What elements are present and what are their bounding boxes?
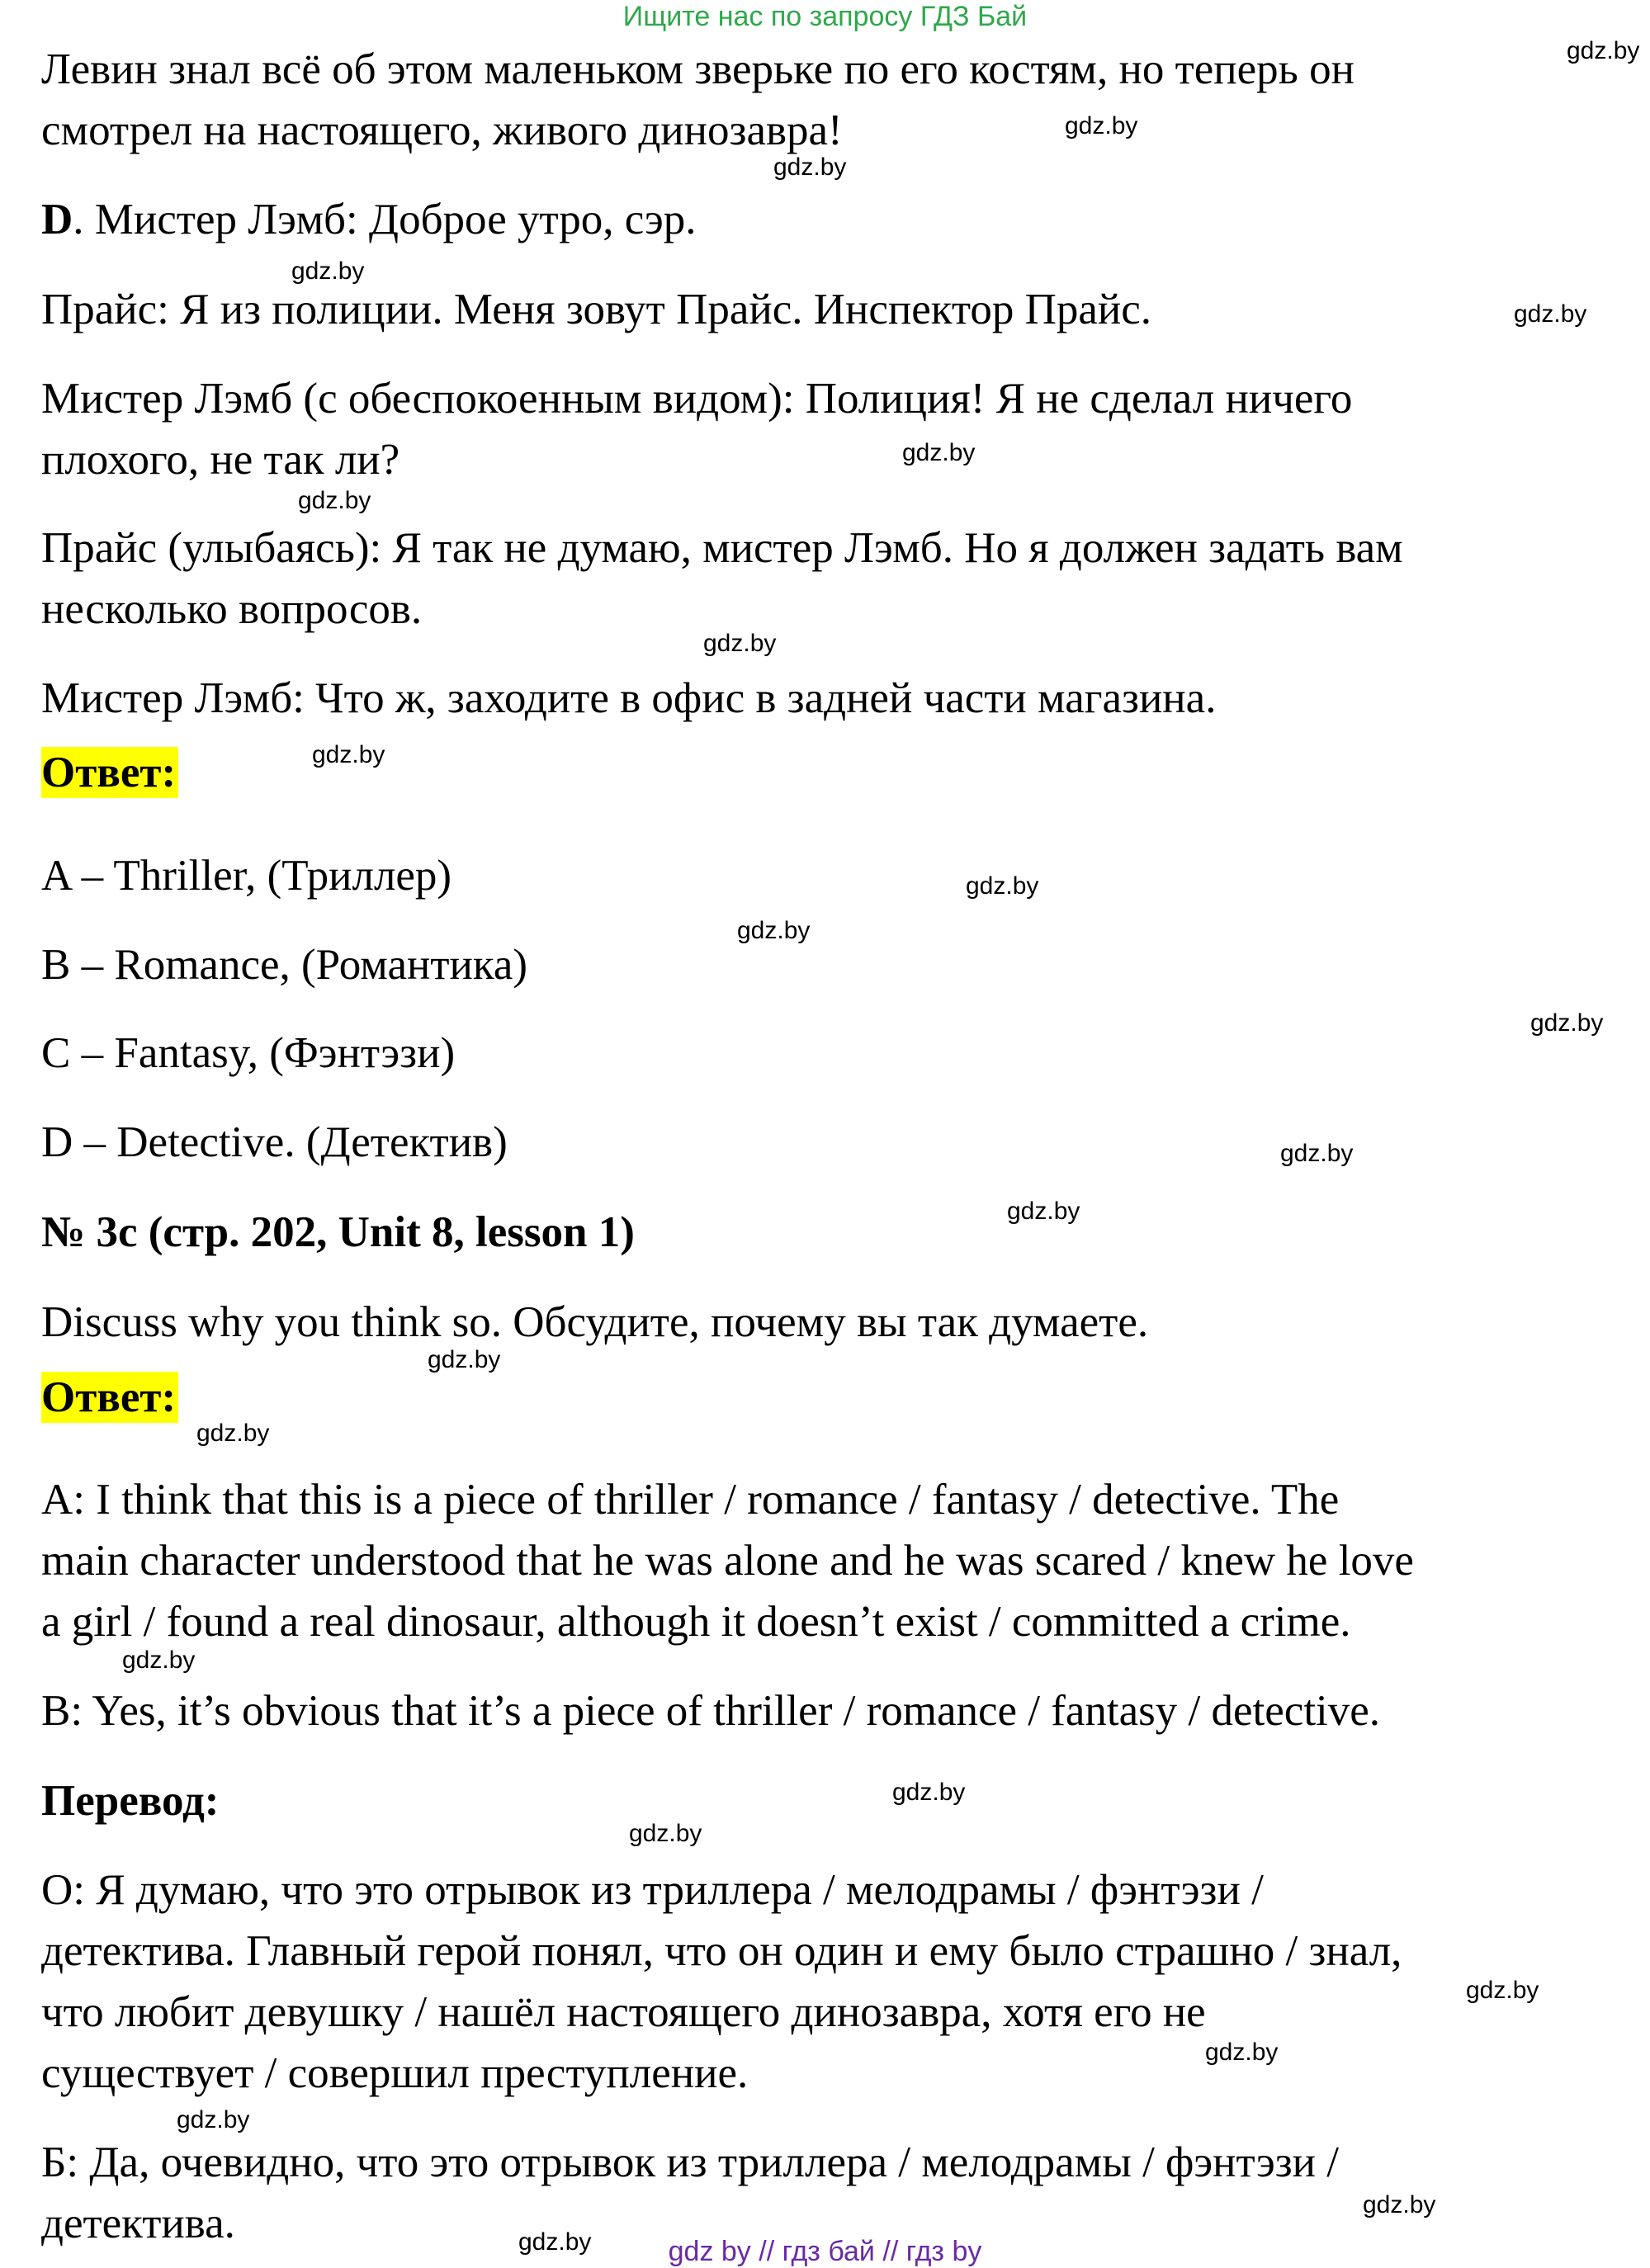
watermark: gdz.by (1514, 300, 1587, 328)
answer-line: main character understood that he was alone and he was scared / knew he love (41, 1537, 1414, 1585)
answer-item: D – Detective. (Детектив) (41, 1118, 508, 1166)
watermark: gdz.by (1363, 2191, 1436, 2218)
watermark: gdz.by (902, 439, 976, 466)
watermark: gdz.by (177, 2106, 250, 2133)
watermark: gdz.by (892, 1779, 966, 1806)
watermark: gdz.by (629, 1820, 702, 1847)
watermark: gdz.by (518, 2228, 592, 2256)
dialogue-text: . Мистер Лэмб: Доброе утро, сэр. (73, 196, 697, 243)
watermark: gdz.by (1065, 112, 1138, 139)
watermark: gdz.by (773, 154, 847, 181)
translation-line: Б: Да, очевидно, что это отрывок из триллера / мелодрамы / фэнтэзи / (41, 2138, 1340, 2186)
dialogue-line-price-1: Прайс: Я из полиции. Меня зовут Прайс. Инспектор Прайс. (41, 286, 1152, 333)
watermark: gdz.by (1205, 2039, 1279, 2066)
watermark: gdz.by (428, 1346, 501, 1373)
watermark: gdz.by (1007, 1198, 1080, 1225)
dialogue-line-lamb-2: плохого, не так ли? (41, 436, 400, 484)
watermark: gdz.by (966, 872, 1039, 900)
answer-item: C – Fantasy, (Фэнтэзи) (41, 1029, 456, 1077)
passage-line: смотрел на настоящего, живого динозавра! (41, 106, 843, 154)
watermark: gdz.by (196, 1420, 270, 1447)
dialogue-line-lamb-2: Мистер Лэмб (с обеспокоенным видом): Полиция! Я не сделал ничего (41, 375, 1353, 423)
translation-line: что любит девушку / нашёл настоящего динозавра, хотя его не (41, 1988, 1206, 2036)
translation-line: существует / совершил преступление. (41, 2049, 749, 2097)
top-banner: Ищите нас по запросу ГДЗ Бай (622, 1, 1028, 32)
answer-heading: Ответ: (41, 1372, 178, 1423)
task-title: № 3с (стр. 202, Unit 8, lesson 1) (41, 1208, 635, 1256)
watermark: gdz.by (703, 630, 777, 657)
answer-item: A – Thriller, (Триллер) (41, 852, 452, 900)
translation-line: детектива. Главный герой понял, что он один и ему было страшно / знал, (41, 1927, 1402, 1975)
dialogue-line-price-2: Прайс (улыбаясь): Я так не думаю, мистер Лэмб. Но я должен задать вам (41, 524, 1403, 572)
answer-line: a girl / found a real dinosaur, although it doesn’t exist / committed a crime. (41, 1598, 1351, 1646)
translation-line: О: Я думаю, что это отрывок из триллера / мелодрамы / фэнтэзи / (41, 1866, 1264, 1914)
answer-item: B – Romance, (Романтика) (41, 941, 528, 989)
watermark: gdz.by (1466, 1977, 1539, 2004)
watermark: gdz.by (1280, 1140, 1354, 1167)
passage-line: Левин знал всё об этом маленьком зверьке по его костям, но теперь он (41, 45, 1355, 93)
translation-heading: Перевод: (41, 1777, 220, 1825)
dialogue-line-price-2: несколько вопросов. (41, 585, 423, 633)
answer-heading: Ответ: (41, 747, 178, 798)
answer-line: B: Yes, it’s obvious that it’s a piece of thriller / romance / fantasy / detective. (41, 1687, 1381, 1735)
watermark: gdz.by (122, 1647, 196, 1674)
watermark: gdz.by (312, 741, 385, 768)
section-label-d: D (41, 196, 73, 243)
dialogue-line-lamb-3: Мистер Лэмб: Что ж, заходите в офис в задней части магазина. (41, 674, 1217, 722)
watermark: gdz.by (298, 487, 371, 514)
dialogue-line-lamb-1 (41, 190, 696, 249)
watermark: gdz.by (1530, 1009, 1604, 1037)
task-instruction: Discuss why you think so. Обсудите, почему вы так думаете. (41, 1298, 1149, 1346)
answer-line: A: I think that this is a piece of thriller / romance / fantasy / detective. The (41, 1476, 1340, 1524)
translation-line: детектива. (41, 2199, 235, 2247)
watermark: gdz.by (291, 258, 365, 285)
footer-banner: gdz by // гдз бай // гдз by (668, 2236, 982, 2267)
watermark: gdz.by (737, 917, 811, 944)
watermark: gdz.by (1567, 37, 1640, 64)
